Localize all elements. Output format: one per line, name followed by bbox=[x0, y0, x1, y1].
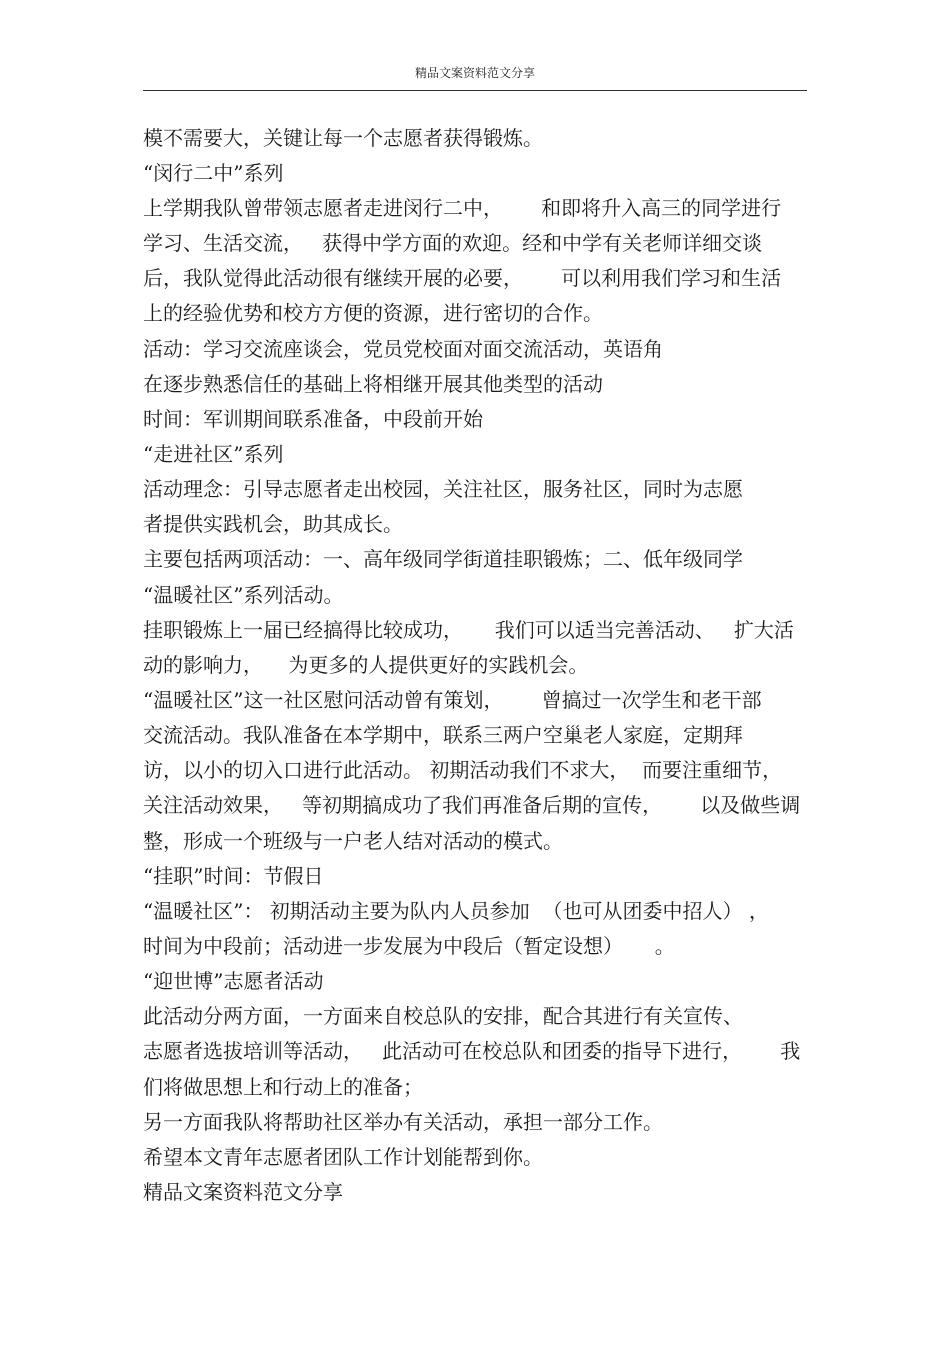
text-line: 关注活动效果， 等初期搞成功了我们再准备后期的宣传， 以及做些调 bbox=[143, 793, 801, 817]
header-divider bbox=[143, 90, 807, 91]
text-line: “温暖社区”系列活动。 bbox=[143, 583, 344, 607]
text-line: 志愿者选拔培训等活动， 此活动可在校总队和团委的指导下进行， 我 bbox=[143, 1039, 801, 1063]
text-line: 在逐步熟悉信任的基础上将相继开展其他类型的活动 bbox=[143, 372, 603, 396]
footer-text: 精品文案资料范文分享 bbox=[143, 1180, 343, 1204]
text-line: 此活动分两方面，一方面来自校总队的安排，配合其进行有关宣传、 bbox=[143, 1004, 743, 1028]
text-line: 时间为中段前；活动进一步发展为中段后（暂定设想） 。 bbox=[143, 934, 675, 958]
text-line: 模不需要大，关键让每一个志愿者获得锻炼。 bbox=[143, 126, 543, 150]
page-header: 精品文案资料范文分享 bbox=[414, 66, 535, 80]
text-line: 主要包括两项活动：一、高年级同学街道挂职锻炼；二、低年级同学 bbox=[143, 547, 743, 571]
section-heading: “迎世博”志愿者活动 bbox=[143, 969, 324, 993]
section-heading: “走进社区”系列 bbox=[143, 442, 284, 466]
text-line: 整，形成一个班级与一户老人结对活动的模式。 bbox=[143, 829, 563, 853]
text-line: 活动理念：引导志愿者走出校园，关注社区，服务社区，同时为志愿 bbox=[143, 477, 743, 501]
text-line: 上学期我队曾带领志愿者走进闵行二中， 和即将升入高三的同学进行 bbox=[143, 196, 782, 220]
text-line: 动的影响力， 为更多的人提供更好的实践机会。 bbox=[143, 653, 589, 677]
section-heading: “闵行二中”系列 bbox=[143, 161, 284, 185]
text-line: 上的经验优势和校方方便的资源，进行密切的合作。 bbox=[143, 301, 603, 325]
text-line: 活动：学习交流座谈会，党员党校面对面交流活动，英语角 bbox=[143, 337, 663, 361]
text-line: “温暖社区”： 初期活动主要为队内人员参加 （也可从团委中招人） ， bbox=[143, 899, 769, 923]
text-line: 另一方面我队将帮助社区举办有关活动，承担一部分工作。 bbox=[143, 1110, 663, 1134]
text-line: 们将做思想上和行动上的准备； bbox=[143, 1075, 423, 1099]
text-line: 学习、生活交流， 获得中学方面的欢迎。经和中学有关老师详细交谈 bbox=[143, 231, 763, 255]
text-line: 希望本文青年志愿者团队工作计划能帮到你。 bbox=[143, 1145, 543, 1169]
text-line: 后，我队觉得此活动很有继续开展的必要， 可以利用我们学习和生活 bbox=[143, 266, 782, 290]
text-line: “挂职”时间：节假日 bbox=[143, 864, 324, 888]
text-line: 者提供实践机会，助其成长。 bbox=[143, 512, 403, 536]
text-line: 访，以小的切入口进行此活动。 初期活动我们不求大， 而要注重细节， bbox=[143, 758, 783, 782]
text-line: 时间：军训期间联系准备，中段前开始 bbox=[143, 407, 483, 431]
text-line: 交流活动。我队准备在本学期中，联系三两户空巢老人家庭，定期拜 bbox=[143, 723, 743, 747]
text-line: 挂职锻炼上一届已经搞得比较成功， 我们可以适当完善活动、 扩大活 bbox=[143, 618, 794, 642]
text-line: “温暖社区”这一社区慰问活动曾有策划， 曾搞过一次学生和老干部 bbox=[143, 688, 762, 712]
